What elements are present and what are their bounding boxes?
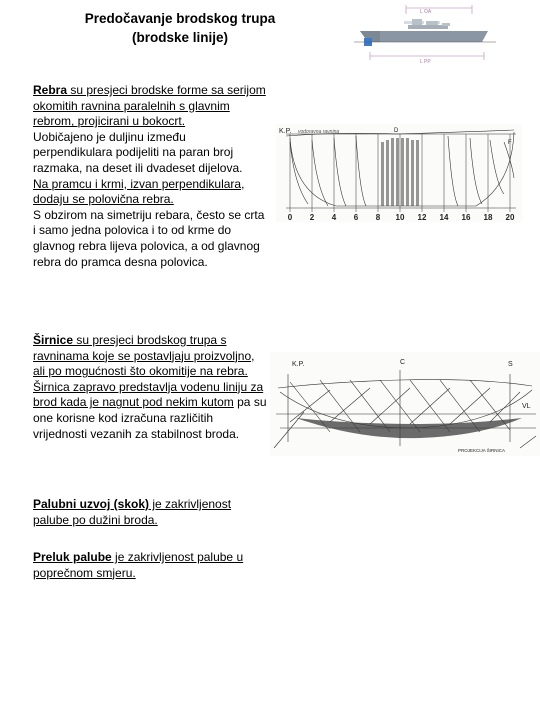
frames-tick-18: 18 xyxy=(483,213,493,222)
frames-label-kp: K.P. xyxy=(279,128,292,135)
preluk-def: je zakrivljenost palube u poprečnom smjeru. xyxy=(33,550,244,580)
rebra-definition xyxy=(33,83,268,130)
rebra-paragraph-2: Uobičajeno je duljinu između perpendikulara podijeliti na paran broj razmaka, na deset ili dvadeset dijelova. xyxy=(33,129,243,175)
title-line-2: (brodske linije) xyxy=(131,30,229,45)
frames-tick-2: 2 xyxy=(309,213,315,222)
frames-tick-0: 0 xyxy=(287,213,293,222)
title-line-1: Predočavanje brodskog trupa xyxy=(84,11,276,26)
waterlines-label-kp: K.P. xyxy=(292,361,305,368)
rebra-def: su presjeci brodske forme sa serijom okomitih ravnina paralelnih s glavnim rebrom, projicirani u bokocrt. xyxy=(33,83,266,129)
frames-tick-10: 10 xyxy=(395,213,405,222)
waterlines-label-vl: VL xyxy=(522,403,531,410)
frames-tick-14: 14 xyxy=(439,213,449,222)
frames-tick-12: 12 xyxy=(417,213,427,222)
frames-label-d: D xyxy=(394,128,399,134)
section-palubni xyxy=(33,497,268,528)
frames-tick-20: 20 xyxy=(505,213,515,222)
ship-profile-figure xyxy=(350,4,500,66)
frames-figure xyxy=(276,124,522,222)
sirnice-definition xyxy=(33,333,268,380)
preluk-term: Preluk palube xyxy=(33,550,112,564)
waterlines-label-projekcija: PROJEKCIJA ŠIRNICA xyxy=(458,448,506,453)
frames-label-kp-sub: vodoravna ravnina xyxy=(298,129,340,135)
section-sirnice xyxy=(33,333,268,442)
section-rebra xyxy=(33,83,268,270)
palubni-definition xyxy=(33,497,268,528)
waterlines-figure xyxy=(270,352,540,456)
ship-dim-bottom: L PP xyxy=(420,59,431,65)
page-title xyxy=(55,9,305,47)
frames-tick-16: 16 xyxy=(461,213,471,222)
palubni-def: je zakrivljenost palube po dužini broda. xyxy=(33,497,232,527)
sirnice-p2b: pa su one korisne kod izračuna različitih vrijednosti vezanih za stabilnost broda. xyxy=(33,395,267,441)
rebra-term: Rebra xyxy=(33,83,68,97)
frames-tick-6: 6 xyxy=(353,213,359,222)
frames-tick-4: 4 xyxy=(331,213,337,222)
sirnice-p2a: Širnica zapravo predstavlja vodenu liniju za brod kada je nagnut pod nekim kutom xyxy=(33,379,264,410)
sirnice-paragraph-2 xyxy=(33,380,268,442)
rebra-paragraph-3: Na pramcu i krmi, izvan perpendikulara, dodaju se polovična rebra. xyxy=(33,176,245,207)
preluk-definition xyxy=(33,550,268,581)
sirnice-def: su presjeci brodskog trupa s ravninama koje se postavljaju proizvoljno, ali po mogućnosti što okomitije na rebra. xyxy=(33,333,255,379)
frames-label-f: F xyxy=(508,140,512,146)
sirnice-term: Širnice xyxy=(33,333,74,347)
ship-dim-top: L OA xyxy=(420,9,432,15)
waterlines-label-s: S xyxy=(508,361,513,368)
frames-tick-8: 8 xyxy=(375,213,381,222)
rebra-paragraph-4: S obzirom na simetriju rebara, često se crta i samo jedna polovica i to od krme do glavnog rebra lijeva polovica, a od glavnog rebra do pramca desna polovica. xyxy=(33,207,265,269)
waterlines-label-c: C xyxy=(400,359,406,366)
section-preluk xyxy=(33,550,268,581)
palubni-term: Palubni uzvoj (skok) xyxy=(33,497,150,511)
